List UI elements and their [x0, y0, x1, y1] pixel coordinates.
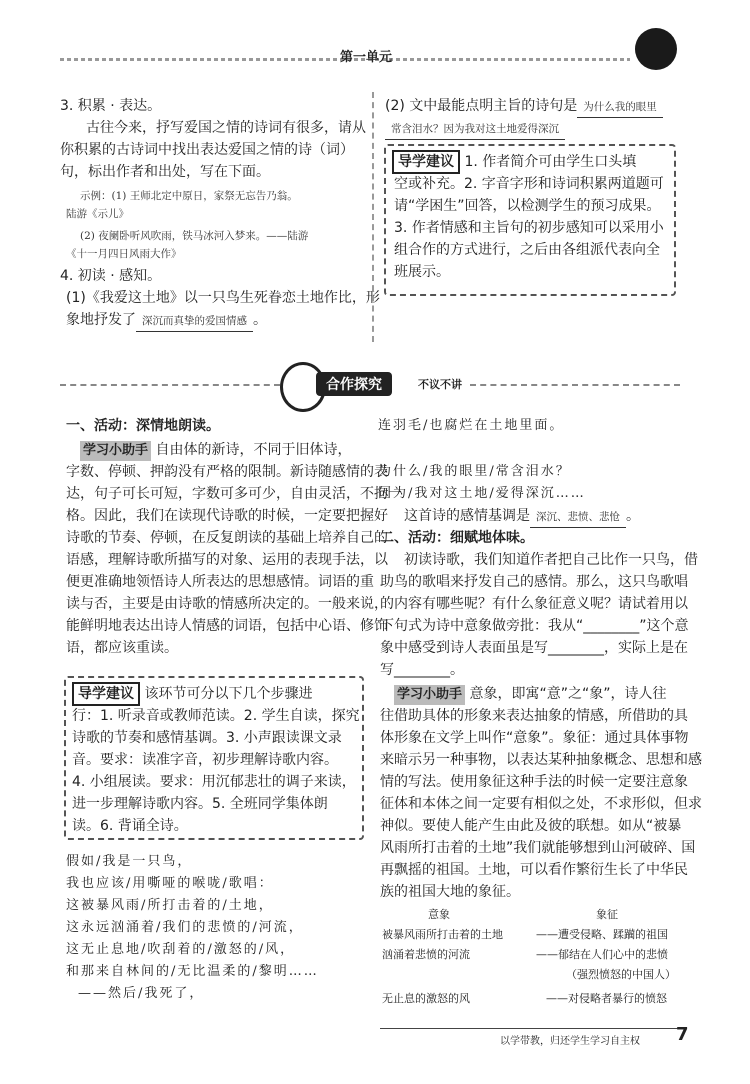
table-row-1-symbol: ——遭受侵略、蹂躏的祖国: [536, 928, 668, 941]
helper-tag-right: 学习小助手: [394, 685, 465, 705]
guide-mid-line5: 进一步理解诗歌内容。5. 全班同学集体朗: [72, 796, 328, 812]
q2-prefix: (2) 文中最能点明主旨的诗句是: [385, 98, 578, 114]
poem-right-2: 为什么/我的眼里/常含泪水？: [378, 464, 571, 479]
para-line-1: 字数、停顿、押韵没有严格的限制。新诗随感情的表: [66, 464, 388, 480]
banner-subtitle: 不议不讲: [418, 378, 462, 391]
right-para-5: 象中感受到诗人表面虽是写________，实际上是在: [380, 640, 688, 656]
para-line-3: 格。因此，我们在读现代诗歌的时候，一定要把握好: [66, 508, 388, 524]
q2-answer-2: 常含泪水？因为我对这土地爱得深沉: [385, 119, 565, 140]
poem-right-1: 连羽毛/也腐烂在土地里面。: [378, 418, 565, 433]
activity1-title: 一、活动：深情地朗读。: [66, 418, 220, 434]
right-helper-line8: 再飘摇的祖国。土地，可以看作繁衍生长了中华民: [380, 862, 688, 878]
example-line-2: 陆游《示儿》: [66, 208, 129, 220]
right-helper-line7: 风雨所打击着的土地”我们就能够想到山河破碎、国: [380, 840, 696, 856]
item3-title: 3. 积累 · 表达。: [60, 98, 162, 114]
example-line-1: 示例：(1) 王师北定中原日，家祭无忘告乃翁。: [80, 190, 298, 202]
para-line-5: 语感，理解诗歌所描写的对象、运用的表现手法，以: [66, 552, 388, 568]
table-header-image: 意象: [428, 908, 450, 921]
guide-mid-first: 该环节可分以下几个步骤进: [144, 686, 313, 702]
right-para-4: 下句式为诗中意象做旁批：我从“________”这个意: [380, 618, 689, 634]
table-row-1-image: 被暴风雨所打击着的土地: [382, 928, 503, 941]
page-number: 7: [676, 1024, 689, 1045]
right-helper-line9: 族的祖国大地的象征。: [380, 884, 520, 900]
right-para-3: 的内容有哪些呢？有什么象征意义呢？请试着用以: [380, 596, 688, 612]
right-helper-line3: 来暗示另一种事物，以表达某种抽象概念、思想和感: [380, 752, 702, 768]
guide-tag-mid: 导学建议: [72, 682, 140, 706]
tone-line: [404, 506, 640, 528]
tone-answer: 深沉、悲愤、悲怆: [530, 507, 626, 528]
para-line-8: 能鲜明地表达出诗人情感的词语，包括中心语、修饰: [66, 618, 388, 634]
column-divider: [372, 92, 374, 342]
item4-period: 。: [253, 312, 267, 328]
guide-mid-line4: 4. 小组展读。要求：用沉郁悲壮的调子来读，: [72, 774, 356, 790]
poem-line-7: ——然后/我死了，: [78, 986, 205, 1001]
banner-title: 合作探究: [316, 372, 392, 396]
poem-line-4: 这永远汹涌着/我们的悲愤的/河流，: [66, 920, 304, 935]
para-line-7: 读与否，主要是由诗歌的情感所决定的。一般来说，: [66, 596, 388, 612]
right-helper-line2: 体形象在文学上叫作“意象”。象征：通过具体事物: [380, 730, 689, 746]
helper-tag-left: 学习小助手: [80, 441, 151, 461]
right-para-1: 初读诗歌，我们知道作者把自己比作一只鸟，借: [404, 552, 698, 568]
example-line-3: (2) 夜阑卧听风吹雨，铁马冰河入梦来。——陆游: [80, 230, 309, 242]
activity2-title: 二、活动：细赋地体味。: [380, 530, 534, 546]
guide-tag-top: 导学建议: [392, 150, 460, 174]
banner-rule-right: [470, 384, 680, 386]
guide-mid-line2: 诗歌的节奏和感情基调。3. 小声跟读课文录: [72, 730, 342, 746]
item3-line-1: 古往今来，抒写爱国之情的诗词有很多，请从: [86, 120, 366, 136]
right-helper-line4: 情的写法。使用象征这种手法的时候一定要注意象: [380, 774, 688, 790]
poem-line-5: 这无止息地/吹刮着的/激怒的/风，: [66, 942, 296, 957]
tone-suffix: 。: [626, 508, 640, 524]
right-para-6: 写________。: [380, 662, 464, 678]
guide-top-line4: 3. 作者情感和主旨句的初步感知可以采用小: [394, 220, 664, 236]
banner-rule-left: [60, 384, 280, 386]
guide-top-line1: [392, 150, 636, 174]
item4-title: 4. 初读 · 感知。: [60, 268, 162, 284]
right-para-2: 助鸟的歌唱来抒发自己的感情。那么，这只鸟歌唱: [380, 574, 688, 590]
right-helper-line0: [394, 684, 666, 705]
q2-answer-1: 为什么我的眼里: [577, 97, 663, 118]
right-helper-line5: 征体和本体之间一定要有相似之处，不求形似，但求: [380, 796, 702, 812]
table-row-4-image: 无止息的激怒的风: [382, 992, 470, 1005]
tone-prefix: 这首诗的感情基调是: [404, 508, 530, 524]
para-line-9: 语，都应该重读。: [66, 640, 178, 656]
q2-line2: [385, 118, 565, 140]
poem-line-3: 这被暴风雨/所打击着的/土地，: [66, 898, 274, 913]
table-row-3-symbol: （强烈愤怒的中国人）: [566, 968, 676, 981]
item3-line-2: 你积累的古诗词中找出表达爱国之情的诗（词）: [60, 142, 354, 158]
item4-q1-answer: 深沉而真挚的爱国情感: [136, 311, 253, 332]
item4-q1-line2: [66, 310, 267, 332]
right-helper-line1: 往借助具体的形象来表达抽象的情感，所借助的具: [380, 708, 688, 724]
item4-q1-line1: (1)《我爱这土地》以一只鸟生死眷恋土地作比，形: [66, 290, 380, 306]
mascot-icon: [635, 28, 677, 70]
poem-line-2: 我也应该/用嘶哑的喉咙/歌唱：: [66, 876, 274, 891]
right-helper-line6: 神似。要使人能产生由此及彼的联想。如从“被暴: [380, 818, 682, 834]
table-row-4-symbol: ——对侵略者暴行的愤怒: [546, 992, 667, 1005]
helper-right-first: 意象，即寓“意”之“象”，诗人往: [469, 686, 667, 702]
guide-top-line5: 组合作的方式进行，之后由各组派代表向全: [394, 242, 660, 258]
footer-rule: [380, 1028, 680, 1029]
q2-line1: [385, 96, 663, 118]
guide-mid-line6: 读。6. 背诵全诗。: [72, 818, 188, 834]
poem-line-6: 和那来自林间的/无比温柔的/黎明……: [66, 964, 319, 979]
guide-mid-line1: 行：1. 听录音或教师范读。2. 学生自读，探究: [72, 708, 360, 724]
guide-top-line6: 班展示。: [394, 264, 450, 280]
poem-line-1: 假如/我是一只鸟，: [66, 854, 193, 869]
guide-top-line2: 空或补充。2. 字音字形和诗词积累两道题可: [394, 176, 664, 192]
example-line-4: 《十一月四日风雨大作》: [66, 248, 182, 260]
footer-slogan: 以学带教，归还学生学习自主权: [500, 1036, 640, 1047]
item4-q1-prefix: 象地抒发了: [66, 312, 136, 328]
helper-line-0: [80, 440, 351, 461]
poem-right-3: 因为/我对这土地/爱得深沉……: [378, 486, 586, 501]
para-line-2: 达，句子可长可短，字数可多可少，自由灵活，不拘一: [66, 486, 402, 502]
table-row-2-symbol: ——郁结在人们心中的悲愤: [536, 948, 668, 961]
table-header-symbol: 象征: [596, 908, 618, 921]
para-line-6: 便更准确地领悟诗人所表达的思想感情。词语的重: [66, 574, 374, 590]
guide-top-text-1: 1. 作者简介可由学生口头填: [464, 154, 637, 170]
table-row-2-image: 汹涌着悲愤的河流: [382, 948, 470, 961]
guide-mid-line0: [72, 682, 312, 706]
guide-top-line3: 请“学困生”回答，以检测学生的预习成果。: [394, 198, 661, 214]
guide-mid-line3: 音。要求：读准字音，初步理解诗歌内容。: [72, 752, 338, 768]
para-line-4: 诗歌的节奏、停顿，在反复朗读的基础上培养自己的: [66, 530, 388, 546]
unit-title: 第一单元: [340, 50, 393, 65]
helper-left-first: 自由体的新诗，不同于旧体诗，: [155, 442, 352, 458]
item3-line-3: 句，标出作者和出处，写在下面。: [60, 164, 270, 180]
